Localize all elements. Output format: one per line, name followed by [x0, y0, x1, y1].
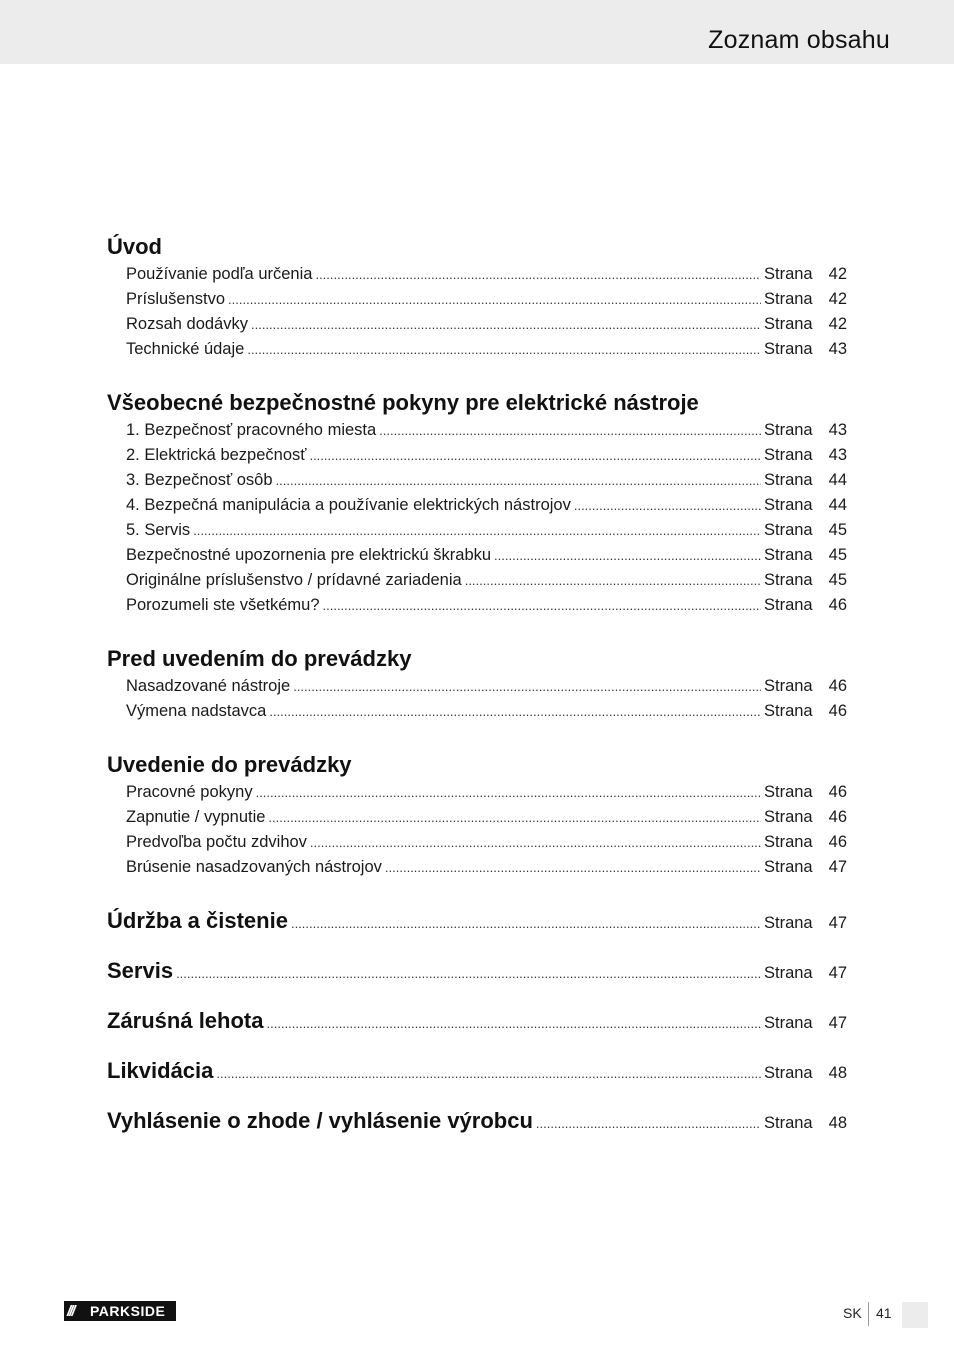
entry-label: Predvoľba počtu zdvihov — [126, 833, 307, 851]
dot-leader — [536, 1109, 761, 1139]
dot-leader — [323, 593, 762, 618]
entry-page: 44 — [828, 496, 847, 514]
dot-leader — [228, 287, 761, 312]
footer-page-number: 41 — [876, 1305, 892, 1321]
entry-label: 1. Bezpečnosť pracovného miesta — [126, 421, 377, 439]
toc-section-safety — [107, 388, 847, 618]
toc-top-entry[interactable] — [107, 956, 847, 986]
entry-strana: Strana — [764, 964, 813, 982]
header-band — [0, 0, 954, 64]
entry-strana: Strana — [764, 1114, 813, 1132]
top-entry-label: Vyhlásenie o zhode / vyhlásenie výrobcu — [107, 1108, 533, 1133]
entry-strana: Strana — [764, 421, 813, 439]
entry-page: 46 — [828, 702, 847, 720]
entry-strana: Strana — [764, 471, 813, 489]
dot-leader — [309, 443, 761, 468]
toc-entry[interactable] — [107, 262, 847, 287]
entry-page: 43 — [828, 340, 847, 358]
entry-page: 43 — [828, 421, 847, 439]
entry-page: 42 — [828, 265, 847, 283]
toc-top-entry[interactable] — [107, 906, 847, 936]
entry-page: 45 — [828, 546, 847, 564]
entry-page: 48 — [828, 1064, 847, 1082]
dot-leader — [385, 855, 761, 880]
entry-page: 47 — [828, 1014, 847, 1032]
toc-top-entry[interactable] — [107, 1056, 847, 1086]
logo-text: PARKSIDE — [90, 1303, 166, 1319]
dot-leader — [256, 780, 761, 805]
entry-page: 46 — [828, 833, 847, 851]
section-gap — [107, 724, 847, 750]
entry-label: 5. Servis — [126, 521, 191, 539]
top-entry-label: Likvidácia — [107, 1058, 214, 1083]
toc-entry[interactable] — [107, 674, 847, 699]
toc-entry[interactable] — [107, 468, 847, 493]
dot-leader — [269, 699, 761, 724]
toc-entry[interactable] — [107, 443, 847, 468]
entry-label: 3. Bezpečnosť osôb — [126, 471, 273, 489]
dot-leader — [266, 1009, 761, 1039]
entry-page: 44 — [828, 471, 847, 489]
entry-strana: Strana — [764, 290, 813, 308]
entry-page: 47 — [828, 914, 847, 932]
toc-entry[interactable] — [107, 493, 847, 518]
dot-leader — [315, 262, 761, 287]
footer-language: SK — [843, 1305, 862, 1321]
toc-entry[interactable] — [107, 543, 847, 568]
entry-page: 46 — [828, 596, 847, 614]
dot-leader — [216, 1059, 761, 1089]
page-title: Zoznam obsahu — [708, 26, 890, 54]
entry-label: Výmena nadstavca — [126, 702, 267, 720]
section-gap — [107, 362, 847, 388]
section-heading: Uvedenie do prevádzky — [107, 752, 352, 777]
table-of-contents — [107, 232, 847, 1156]
section-heading: Úvod — [107, 234, 162, 259]
toc-entry[interactable] — [107, 312, 847, 337]
section-heading: Všeobecné bezpečnostné pokyny pre elektrické nástroje — [107, 390, 699, 415]
dot-leader — [310, 830, 761, 855]
toc-entry[interactable] — [107, 699, 847, 724]
entry-page: 47 — [828, 858, 847, 876]
toc-entry[interactable] — [107, 568, 847, 593]
entry-label: Nasadzované nástroje — [126, 677, 291, 695]
entry-page: 45 — [828, 521, 847, 539]
entry-strana: Strana — [764, 858, 813, 876]
toc-entry[interactable] — [107, 855, 847, 880]
entry-strana: Strana — [764, 496, 813, 514]
entry-label: Bezpečnostné upozornenia pre elektrickú škrabku — [126, 546, 492, 564]
entry-strana: Strana — [764, 340, 813, 358]
entry-strana: Strana — [764, 702, 813, 720]
entry-label: Technické údaje — [126, 340, 245, 358]
toc-top-entry[interactable] — [107, 1006, 847, 1036]
entry-page: 46 — [828, 677, 847, 695]
parkside-logo — [64, 1301, 176, 1321]
dot-leader — [193, 518, 761, 543]
section-heading: Pred uvedením do prevádzky — [107, 646, 412, 671]
toc-entry[interactable] — [107, 830, 847, 855]
dot-leader — [247, 337, 761, 362]
entry-page: 43 — [828, 446, 847, 464]
footer-divider — [868, 1302, 869, 1326]
entry-strana: Strana — [764, 1014, 813, 1032]
toc-entry[interactable] — [107, 780, 847, 805]
entry-strana: Strana — [764, 677, 813, 695]
entry-label: Používanie podľa určenia — [126, 265, 313, 283]
dot-leader — [291, 909, 761, 939]
entry-strana: Strana — [764, 315, 813, 333]
top-entry-label: Záruśná lehota — [107, 1008, 264, 1033]
entry-strana: Strana — [764, 521, 813, 539]
section-gap — [107, 880, 847, 906]
entry-label: Zapnutie / vypnutie — [126, 808, 266, 826]
entry-strana: Strana — [764, 808, 813, 826]
entry-label: 2. Elektrická bezpečnosť — [126, 446, 307, 464]
entry-page: 45 — [828, 571, 847, 589]
toc-section-intro — [107, 232, 847, 362]
dot-leader — [276, 468, 761, 493]
toc-top-entry[interactable] — [107, 1106, 847, 1136]
toc-entry[interactable] — [107, 805, 847, 830]
dot-leader — [293, 674, 761, 699]
toc-entry[interactable] — [107, 337, 847, 362]
entry-strana: Strana — [764, 1064, 813, 1082]
entry-label: Pracovné pokyny — [126, 783, 253, 801]
dot-leader — [176, 959, 761, 989]
toc-entry[interactable] — [107, 518, 847, 543]
entry-label: Porozumeli ste všetkému? — [126, 596, 320, 614]
entry-page: 42 — [828, 315, 847, 333]
entry-label: 4. Bezpečná manipulácia a používanie elektrických nástrojov — [126, 496, 571, 514]
dot-leader — [379, 418, 761, 443]
toc-section-operation — [107, 750, 847, 880]
top-entry-label: Údržba a čistenie — [107, 908, 288, 933]
entry-strana: Strana — [764, 446, 813, 464]
top-entry-label: Servis — [107, 958, 174, 983]
entry-strana: Strana — [764, 571, 813, 589]
entry-page: 48 — [828, 1114, 847, 1132]
entry-label: Rozsah dodávky — [126, 315, 248, 333]
entry-strana: Strana — [764, 265, 813, 283]
section-gap — [107, 618, 847, 644]
footer-box — [902, 1302, 928, 1328]
dot-leader — [251, 312, 761, 337]
entry-strana: Strana — [764, 546, 813, 564]
entry-strana: Strana — [764, 783, 813, 801]
entry-strana: Strana — [764, 833, 813, 851]
toc-entry[interactable] — [107, 287, 847, 312]
entry-strana: Strana — [764, 596, 813, 614]
logo-slashes: /// — [67, 1302, 74, 1320]
toc-entry[interactable] — [107, 593, 847, 618]
dot-leader — [494, 543, 761, 568]
dot-leader — [465, 568, 761, 593]
entry-label: Príslušenstvo — [126, 290, 226, 308]
entry-label: Brúsenie nasadzovaných nástrojov — [126, 858, 382, 876]
toc-section-before-use — [107, 644, 847, 724]
entry-page: 47 — [828, 964, 847, 982]
entry-page: 46 — [828, 783, 847, 801]
entry-page: 42 — [828, 290, 847, 308]
entry-label: Originálne príslušenstvo / prídavné zariadenia — [126, 571, 462, 589]
entry-strana: Strana — [764, 914, 813, 932]
entry-page: 46 — [828, 808, 847, 826]
toc-entry[interactable] — [107, 418, 847, 443]
dot-leader — [268, 805, 761, 830]
dot-leader — [574, 493, 761, 518]
